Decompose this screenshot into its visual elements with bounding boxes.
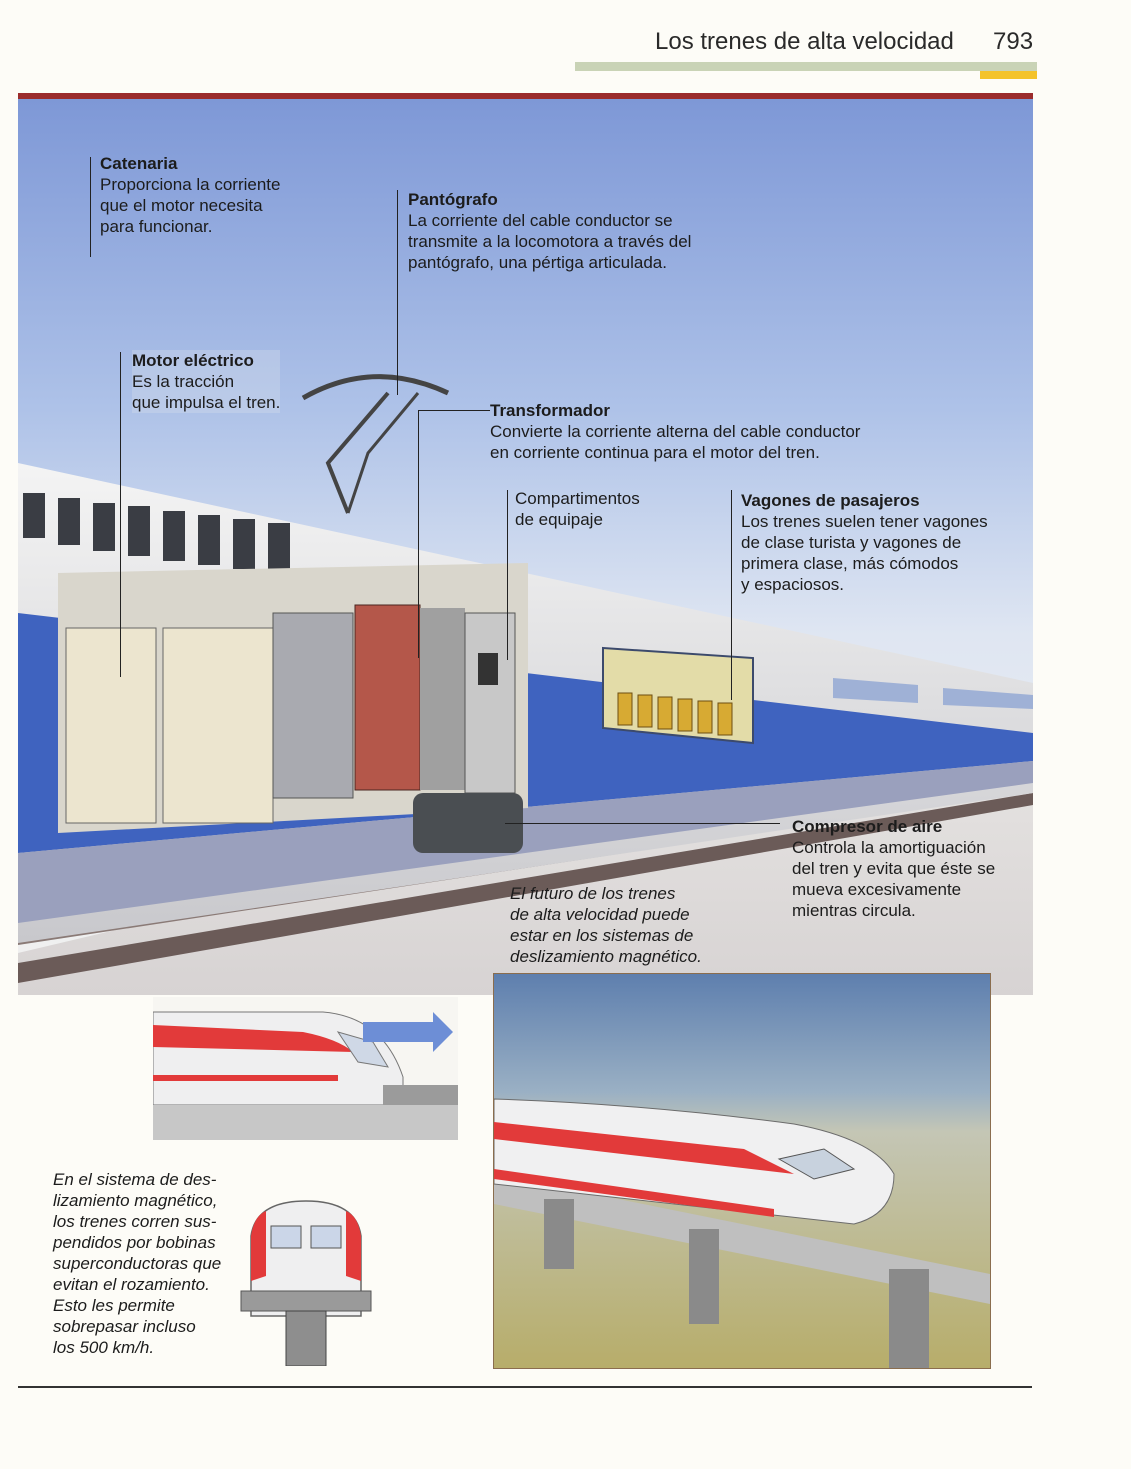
caption-sistema <box>53 1169 221 1358</box>
label-transformador-title: Transformador <box>490 401 610 420</box>
label-transformador-line: en corriente continua para el motor del tren. <box>490 443 820 462</box>
caption-sistema-line: sobrepasar incluso <box>53 1317 196 1336</box>
page-title: Los trenes de alta velocidad <box>655 28 954 55</box>
compartimentos-leader <box>507 490 508 660</box>
pantografo-leader <box>397 190 398 395</box>
compresor-leader <box>505 823 780 824</box>
label-catenaria-title: Catenaria <box>100 154 178 173</box>
caption-sistema-line: pendidos por bobinas <box>53 1233 216 1252</box>
caption-sistema-line: En el sistema de des- <box>53 1170 217 1189</box>
bottom-rule <box>18 1386 1032 1388</box>
catenaria-leader <box>90 157 91 257</box>
label-vagones-line: Los trenes suelen tener vagones <box>741 512 988 531</box>
label-motor-line: Es la tracción <box>132 372 235 391</box>
label-pantografo-title: Pantógrafo <box>408 190 498 209</box>
maglev-scene-illustration <box>493 973 991 1369</box>
label-compartimentos-line: de equipaje <box>515 510 603 529</box>
label-compartimentos <box>515 488 640 530</box>
caption-futuro <box>510 883 702 967</box>
label-compresor-line: mueva excesivamente <box>792 880 962 899</box>
transformador-leader-h <box>418 410 490 411</box>
motor-leader <box>120 352 121 677</box>
label-motor <box>132 350 280 413</box>
label-vagones-line: de clase turista y vagones de <box>741 533 962 552</box>
label-pantografo-line: pantógrafo, una pértiga articulada. <box>408 253 667 272</box>
page-number: 793 <box>993 28 1034 55</box>
header-accent-bar <box>980 71 1037 79</box>
transformador-leader-v <box>418 410 419 658</box>
label-compresor-title: Compresor de aire <box>792 817 943 836</box>
label-vagones-line: y espaciosos. <box>741 575 844 594</box>
label-vagones-line: primera clase, más cómodos <box>741 554 959 573</box>
label-compresor-line: mientras circula. <box>792 901 916 920</box>
caption-futuro-line: estar en los sistemas de <box>510 926 694 945</box>
caption-sistema-line: lizamiento magnético, <box>53 1191 218 1210</box>
label-compresor-line: Controla la amortiguación <box>792 838 986 857</box>
caption-futuro-line: de alta velocidad puede <box>510 905 690 924</box>
label-compresor-line: del tren y evita que éste se <box>792 859 996 878</box>
label-pantografo <box>408 189 691 273</box>
vagones-leader <box>731 490 732 700</box>
caption-sistema-line: los trenes corren sus- <box>53 1212 217 1231</box>
caption-sistema-line: superconductoras que <box>53 1254 222 1273</box>
label-transformador <box>490 400 860 463</box>
header-rule <box>575 62 1037 71</box>
label-vagones <box>741 490 988 595</box>
caption-sistema-line: los 500 km/h. <box>53 1338 155 1357</box>
label-catenaria <box>100 153 280 237</box>
label-catenaria-line: que el motor necesita <box>100 196 263 215</box>
caption-futuro-line: El futuro de los trenes <box>510 884 676 903</box>
label-transformador-line: Convierte la corriente alterna del cable conductor <box>490 422 861 441</box>
label-compresor <box>792 816 995 921</box>
label-pantografo-line: La corriente del cable conductor se <box>408 211 673 230</box>
label-motor-line: que impulsa el tren. <box>132 393 281 412</box>
label-vagones-title: Vagones de pasajeros <box>741 491 920 510</box>
maglev-side-diagram <box>153 997 458 1140</box>
caption-sistema-line: evitan el rozamiento. <box>53 1275 210 1294</box>
caption-futuro-line: deslizamiento magnético. <box>510 947 702 966</box>
label-motor-title: Motor eléctrico <box>132 351 254 370</box>
label-compartimentos-line: Compartimentos <box>515 489 640 508</box>
label-pantografo-line: transmite a la locomotora a través del <box>408 232 692 251</box>
maglev-front-diagram <box>236 1196 376 1366</box>
caption-sistema-line: Esto les permite <box>53 1296 175 1315</box>
label-catenaria-line: Proporciona la corriente <box>100 175 281 194</box>
label-catenaria-line: para funcionar. <box>100 217 213 236</box>
